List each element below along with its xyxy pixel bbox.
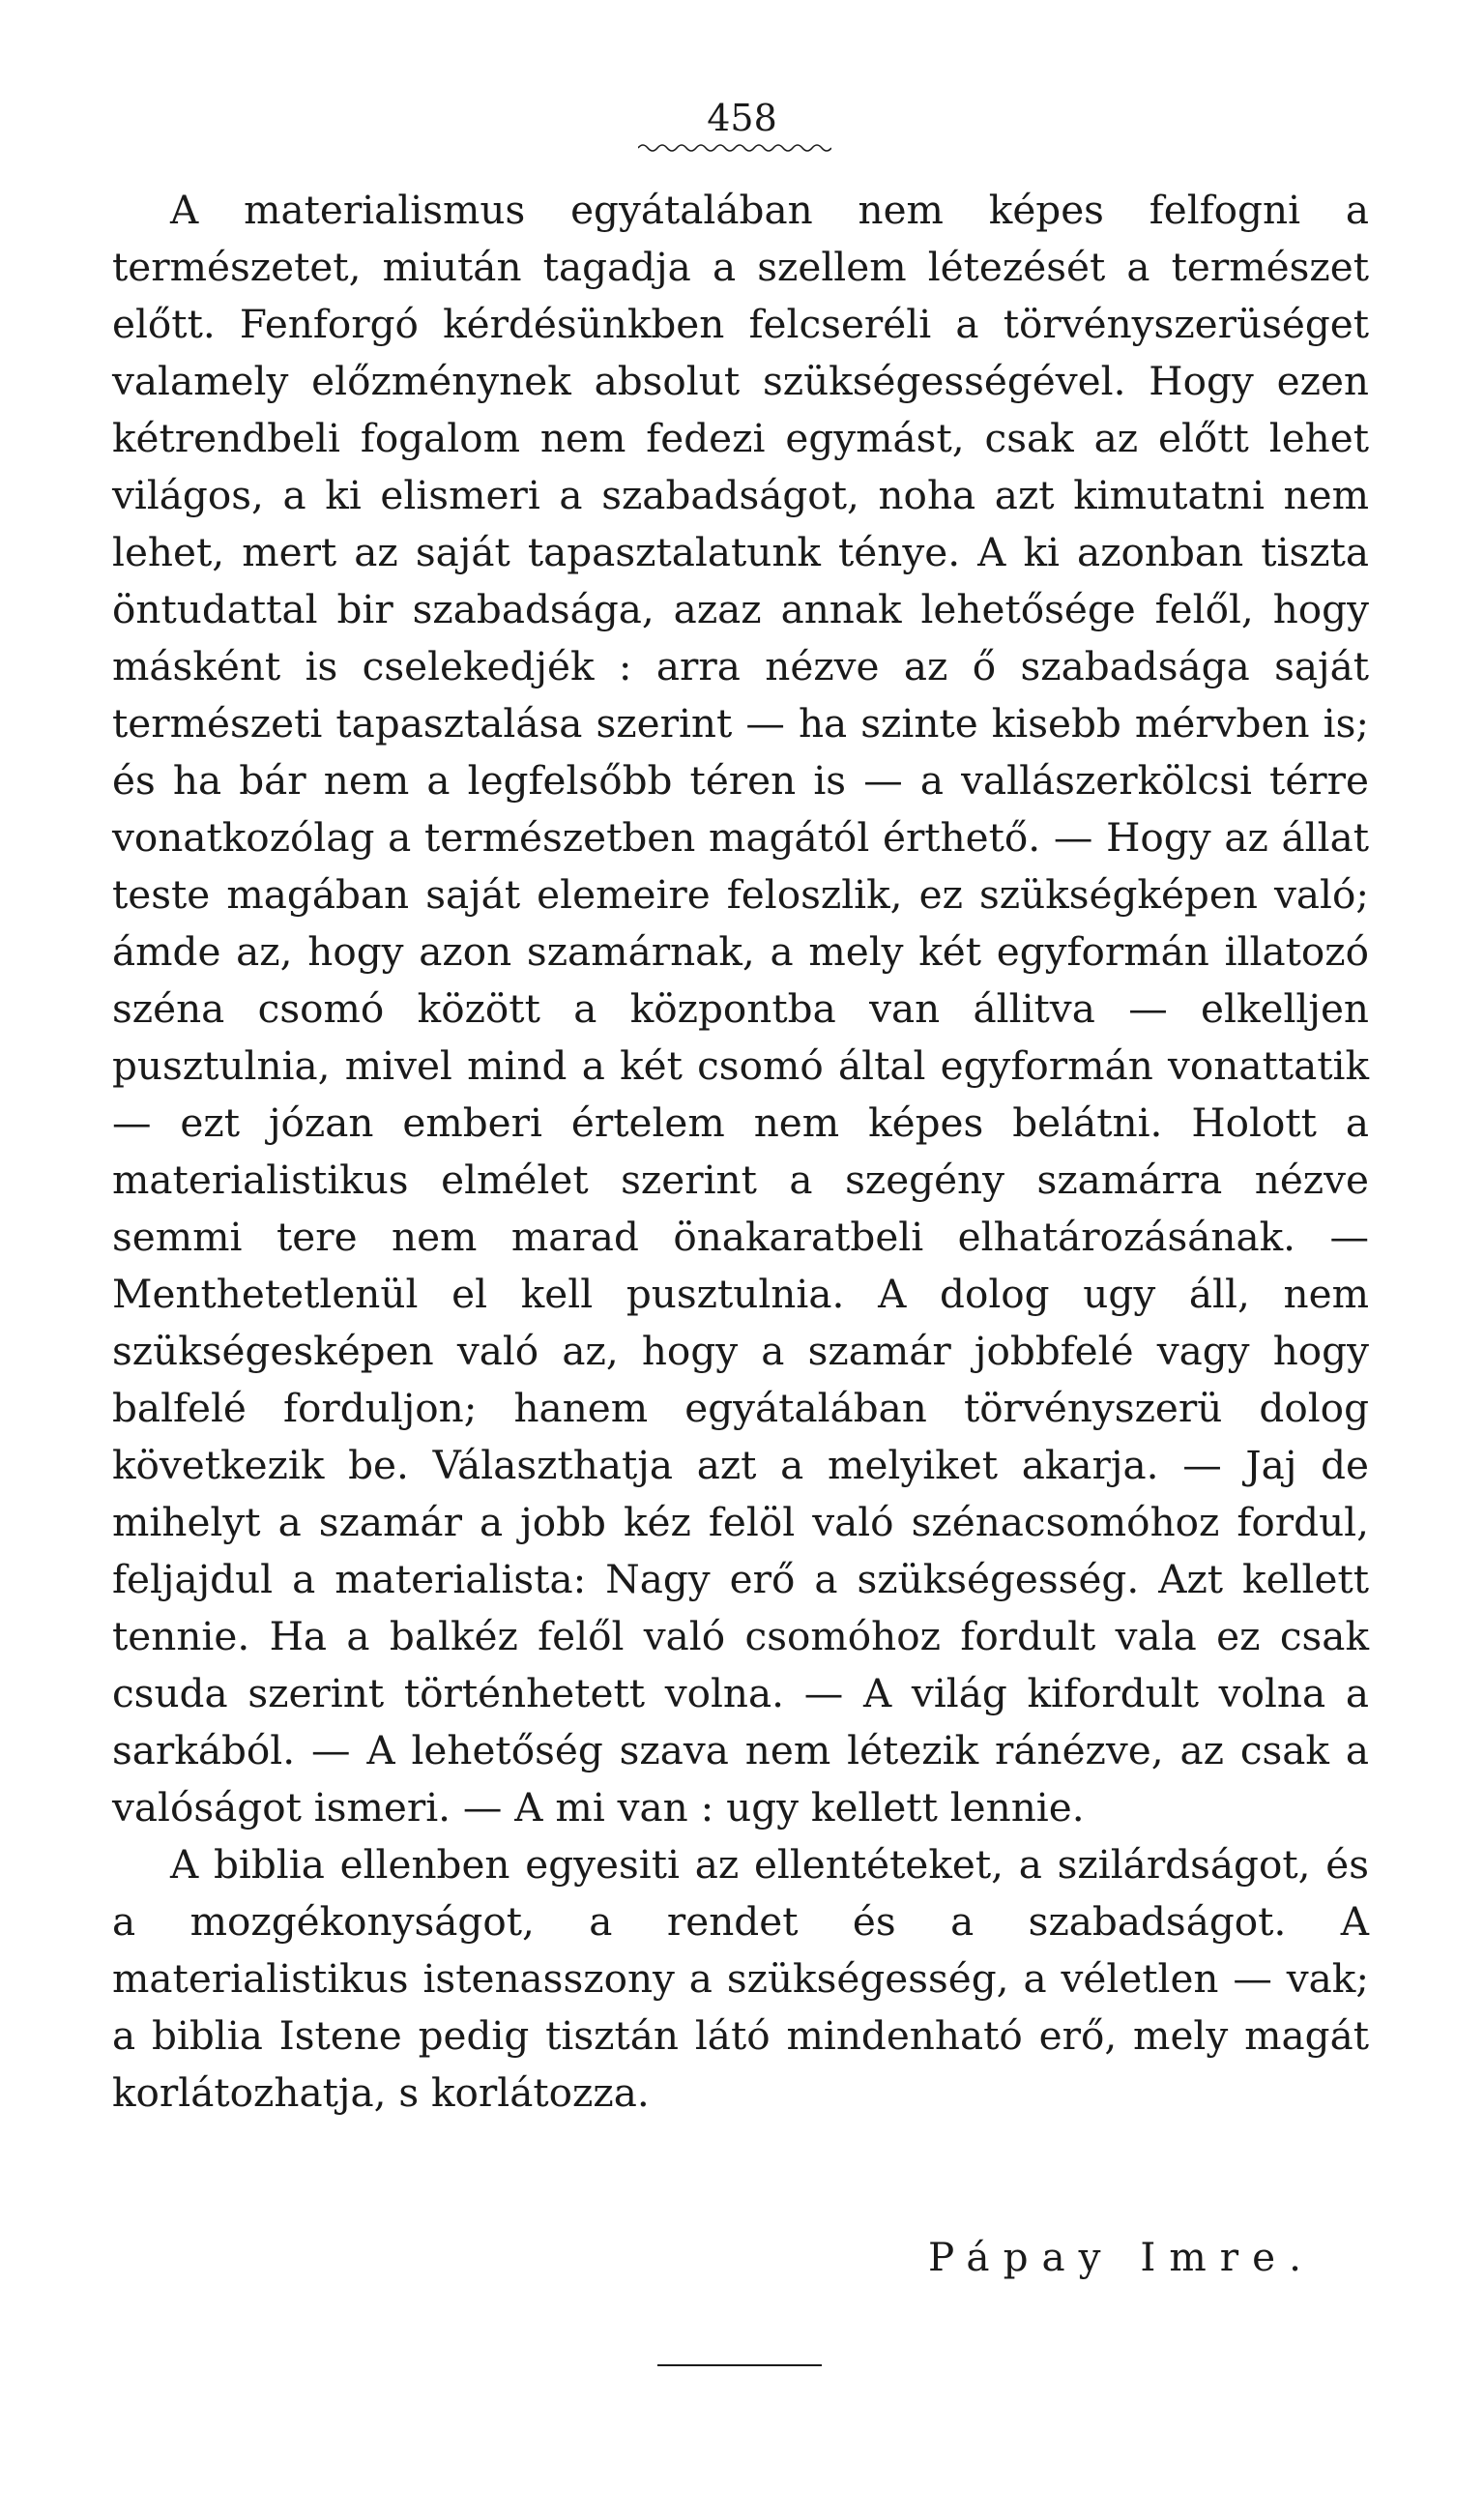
page-number-ornament xyxy=(638,141,831,155)
end-rule xyxy=(657,2364,822,2366)
paragraph-1: A materialismus egyátalában nem képes felfogni a természetet, miután tagadja a szellem létezését a természet előtt. Fenforgó kérdésünkben felcseréli a törvényszerüséget valamely előzménynek absolut szükségességével. Hogy ezen kétrendbeli fogalom nem fedezi egymást, csak az előtt lehet világos, a ki elismeri a szabadságot, noha azt kimutatni nem lehet, mert az saját tapasztalatunk ténye. A ki azonban tiszta öntudattal bir szabadsága, azaz annak lehetősége felől, hogy másként is cselekedjék : arra nézve az ő szabadsága saját természeti tapasztalása szerint — ha szinte kisebb mérvben is; és ha bár nem a legfelsőbb téren is — a vallászerkölcsi térre vonatkozólag a természetben magától érthető. — Hogy az állat teste magában saját elemeire feloszlik, ez szükségképen való; ámde az, hogy azon szamárnak, a mely két egyformán illatozó széna csomó között a központba van állitva — elkelljen pusztulnia, mivel mind a két csomó által egyformán vonattatik — ezt józan emberi értelem nem képes belátni. Holott a materialistikus elmélet szerint a szegény szamárra nézve semmi tere nem marad önakaratbeli elhatározásának. — Menthetetlenül el kell pusztulnia. A dolog ugy áll, nem szükségesképen való az, hogy a szamár jobbfelé vagy hogy balfelé forduljon; hanem egyátalában törvényszerü dolog következik be. Választhatja azt a melyiket akarja. — Jaj de mihelyt a szamár a jobb kéz felöl való szénacsomóhoz fordul, feljajdul a materialista: Nagy erő a szükségesség. Azt kellett tennie. Ha a balkéz felől való csomóhoz fordult vala ez csak csuda szerint történhetett volna. — A világ kifordult volna a sarkából. — A lehetőség szava nem létezik ránézve, az csak a valóságot ismeri. — A mi van : ugy kellett lennie. xyxy=(112,187,1369,1831)
author-signature: Pápay Imre. xyxy=(928,2234,1316,2280)
paragraph-2: A biblia ellenben egyesiti az ellentéteket, a szilárdságot, és a mozgékonyságot, a rendet és a szabadságot. A materialistikus istenasszony a szükségesség, a véletlen — vak; a biblia Istene pedig tisztán látó mindenható erő, mely magát korlátozhatja, s korlátozza. xyxy=(112,1841,1369,2116)
body-text xyxy=(112,182,1369,2122)
wavy-underline xyxy=(638,145,831,151)
page-number: 458 xyxy=(707,97,777,139)
